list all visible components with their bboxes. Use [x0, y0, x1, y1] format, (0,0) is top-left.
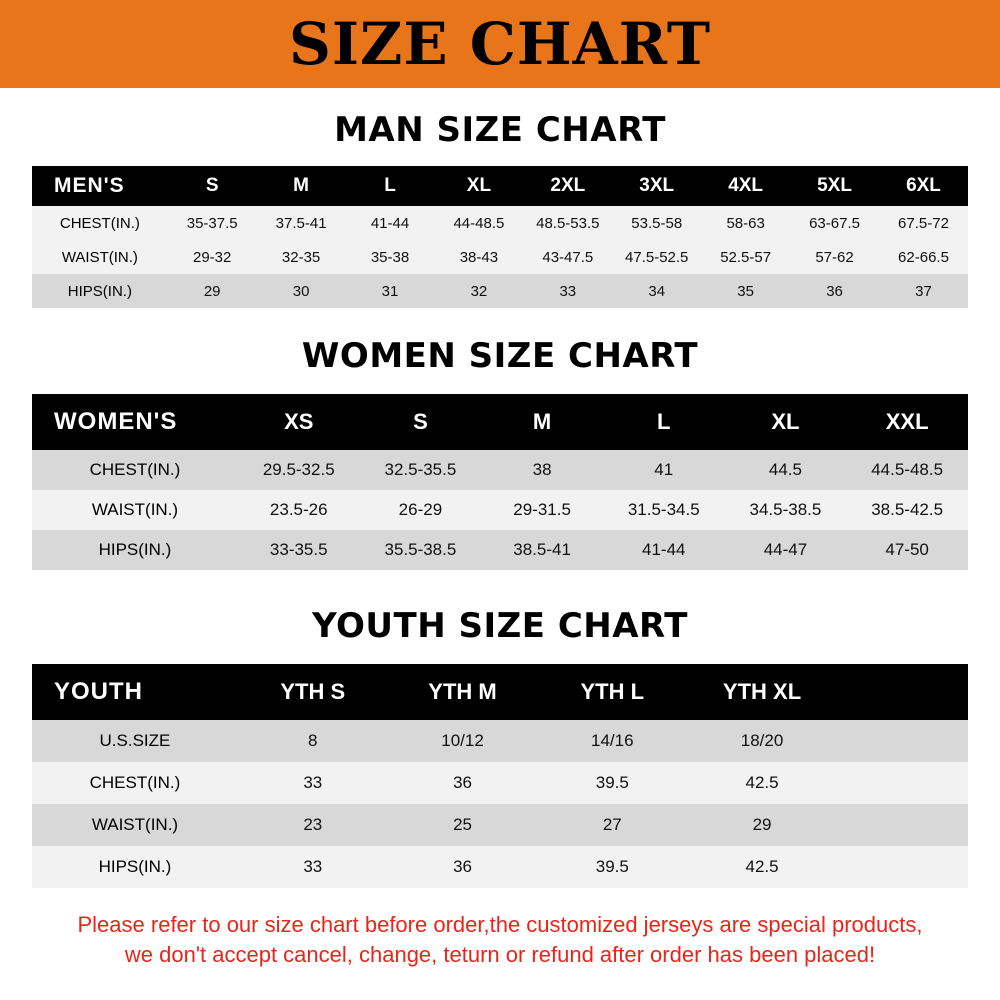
- table-cell: 36: [388, 762, 538, 804]
- table-cell: 35: [701, 274, 790, 308]
- man-table-wrap: [32, 166, 968, 308]
- table-cell: 58-63: [701, 206, 790, 240]
- youth-header-cell: YOUTH: [32, 664, 238, 720]
- table-cell: 29.5-32.5: [238, 450, 360, 490]
- table-cell: 33: [523, 274, 612, 308]
- banner-title: SIZE CHART: [288, 10, 712, 78]
- man-header-cell: 2XL: [523, 166, 612, 206]
- table-cell: 14/16: [537, 720, 687, 762]
- man-header-cell: XL: [434, 166, 523, 206]
- women-table-wrap: [32, 394, 968, 570]
- women-header-cell: S: [360, 394, 482, 450]
- table-cell: 25: [388, 804, 538, 846]
- table-cell: 23: [238, 804, 388, 846]
- row-label: WAIST(IN.): [32, 490, 238, 530]
- table-cell: 41-44: [603, 530, 725, 570]
- table-row: [32, 450, 968, 490]
- table-cell: 35.5-38.5: [360, 530, 482, 570]
- table-cell: 43-47.5: [523, 240, 612, 274]
- man-size-table: [32, 166, 968, 308]
- youth-header-cell: YTH M: [388, 664, 538, 720]
- table-cell: 47.5-52.5: [612, 240, 701, 274]
- table-cell: 48.5-53.5: [523, 206, 612, 240]
- man-header-cell: M: [257, 166, 346, 206]
- youth-section-title: YOUTH SIZE CHART: [312, 606, 688, 646]
- table-cell: 29-32: [168, 240, 257, 274]
- youth-table-body: [32, 720, 968, 888]
- man-table-body: [32, 206, 968, 308]
- table-cell: 29: [168, 274, 257, 308]
- man-header-cell: 3XL: [612, 166, 701, 206]
- table-cell: 31: [346, 274, 435, 308]
- table-row: [32, 274, 968, 308]
- return-policy-note: [0, 910, 1000, 969]
- table-cell: 10/12: [388, 720, 538, 762]
- youth-size-table: [32, 664, 968, 888]
- table-cell: 38.5-42.5: [846, 490, 968, 530]
- table-cell: 31.5-34.5: [603, 490, 725, 530]
- women-table-header: [32, 394, 968, 450]
- table-cell: 42.5: [687, 846, 837, 888]
- table-cell: 18/20: [687, 720, 837, 762]
- table-cell: 35-37.5: [168, 206, 257, 240]
- table-row: [32, 490, 968, 530]
- women-header-cell: XL: [725, 394, 847, 450]
- table-cell: 53.5-58: [612, 206, 701, 240]
- man-header-cell: S: [168, 166, 257, 206]
- table-cell-spacer: [837, 804, 968, 846]
- table-cell-spacer: [837, 762, 968, 804]
- row-label: WAIST(IN.): [32, 240, 168, 274]
- table-row: [32, 206, 968, 240]
- banner: [0, 0, 1000, 88]
- youth-header-cell: YTH L: [537, 664, 687, 720]
- women-table-body: [32, 450, 968, 570]
- table-cell: 47-50: [846, 530, 968, 570]
- table-cell: 42.5: [687, 762, 837, 804]
- table-cell: 35-38: [346, 240, 435, 274]
- table-cell: 41: [603, 450, 725, 490]
- women-section-title: WOMEN SIZE CHART: [301, 336, 699, 376]
- table-cell: 38-43: [434, 240, 523, 274]
- table-cell: 32.5-35.5: [360, 450, 482, 490]
- man-header-cell: L: [346, 166, 435, 206]
- man-header-cell: 4XL: [701, 166, 790, 206]
- table-cell: 26-29: [360, 490, 482, 530]
- table-row: [32, 720, 968, 762]
- table-cell: 39.5: [537, 846, 687, 888]
- table-cell: 39.5: [537, 762, 687, 804]
- row-label: U.S.SIZE: [32, 720, 238, 762]
- man-table-header: [32, 166, 968, 206]
- table-cell: 32-35: [257, 240, 346, 274]
- table-cell: 52.5-57: [701, 240, 790, 274]
- table-cell: 44-48.5: [434, 206, 523, 240]
- row-label: HIPS(IN.): [32, 846, 238, 888]
- table-cell: 27: [537, 804, 687, 846]
- table-row: [32, 846, 968, 888]
- table-cell: 37: [879, 274, 968, 308]
- women-size-table: [32, 394, 968, 570]
- table-cell: 29-31.5: [481, 490, 603, 530]
- man-header-cell: MEN'S: [32, 166, 168, 206]
- man-section-title: MAN SIZE CHART: [334, 110, 666, 150]
- table-header-row: [32, 394, 968, 450]
- table-cell: 41-44: [346, 206, 435, 240]
- table-cell: 36: [388, 846, 538, 888]
- table-cell: 44.5-48.5: [846, 450, 968, 490]
- women-header-cell: L: [603, 394, 725, 450]
- youth-table-wrap: [32, 664, 968, 888]
- table-cell: 34: [612, 274, 701, 308]
- table-cell-spacer: [837, 720, 968, 762]
- table-cell: 44.5: [725, 450, 847, 490]
- table-header-row: [32, 664, 968, 720]
- youth-header-spacer: [837, 664, 968, 720]
- table-cell-spacer: [837, 846, 968, 888]
- table-row: [32, 762, 968, 804]
- women-header-cell: M: [481, 394, 603, 450]
- table-cell: 29: [687, 804, 837, 846]
- table-cell: 23.5-26: [238, 490, 360, 530]
- table-row: [32, 240, 968, 274]
- women-header-cell: WOMEN'S: [32, 394, 238, 450]
- table-cell: 44-47: [725, 530, 847, 570]
- table-cell: 38: [481, 450, 603, 490]
- table-header-row: [32, 166, 968, 206]
- man-header-cell: 6XL: [879, 166, 968, 206]
- table-cell: 62-66.5: [879, 240, 968, 274]
- table-cell: 63-67.5: [790, 206, 879, 240]
- table-cell: 8: [238, 720, 388, 762]
- row-label: CHEST(IN.): [32, 762, 238, 804]
- table-cell: 38.5-41: [481, 530, 603, 570]
- table-cell: 67.5-72: [879, 206, 968, 240]
- youth-header-cell: YTH S: [238, 664, 388, 720]
- row-label: HIPS(IN.): [32, 530, 238, 570]
- table-cell: 33-35.5: [238, 530, 360, 570]
- table-cell: 57-62: [790, 240, 879, 274]
- women-header-cell: XS: [238, 394, 360, 450]
- man-header-cell: 5XL: [790, 166, 879, 206]
- note-line-2: we don't accept cancel, change, teturn or refund after order has been placed!: [124, 941, 876, 967]
- row-label: CHEST(IN.): [32, 450, 238, 490]
- note-line-1: Please refer to our size chart before order,the customized jerseys are special products,: [77, 912, 923, 937]
- table-cell: 37.5-41: [257, 206, 346, 240]
- row-label: HIPS(IN.): [32, 274, 168, 308]
- table-cell: 33: [238, 762, 388, 804]
- youth-header-cell: YTH XL: [687, 664, 837, 720]
- table-cell: 32: [434, 274, 523, 308]
- youth-table-header: [32, 664, 968, 720]
- table-row: [32, 804, 968, 846]
- row-label: WAIST(IN.): [32, 804, 238, 846]
- table-cell: 33: [238, 846, 388, 888]
- women-header-cell: XXL: [846, 394, 968, 450]
- table-row: [32, 530, 968, 570]
- table-cell: 34.5-38.5: [725, 490, 847, 530]
- table-cell: 30: [257, 274, 346, 308]
- row-label: CHEST(IN.): [32, 206, 168, 240]
- table-cell: 36: [790, 274, 879, 308]
